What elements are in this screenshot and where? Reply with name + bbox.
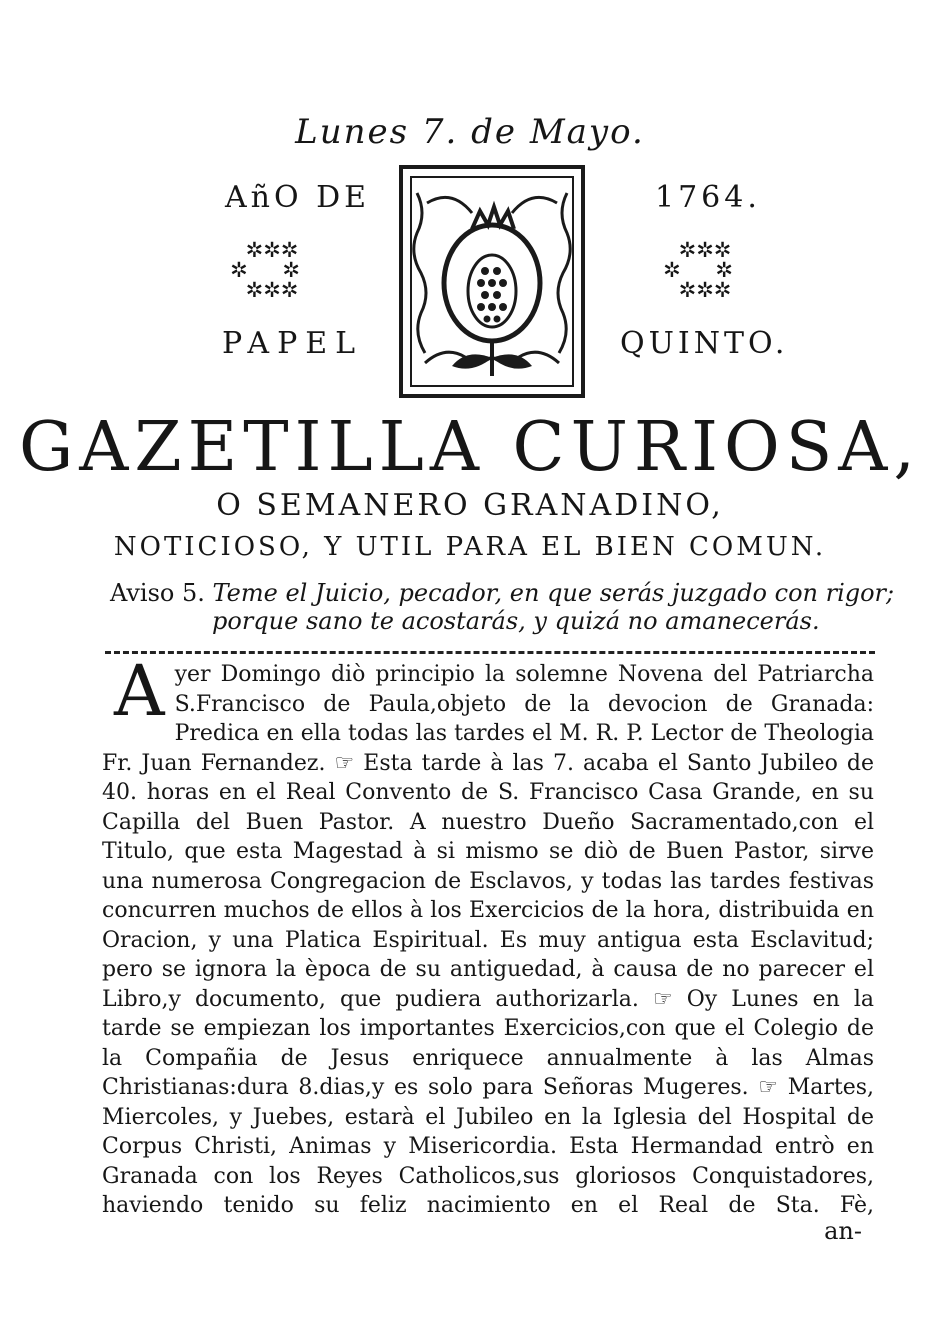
star-ornament-left [222, 240, 322, 300]
year-label: AñO DE [225, 180, 371, 215]
pomegranate-emblem-icon [397, 163, 587, 400]
star-row: ✲ ✲ [663, 258, 747, 282]
paper-label: PAPEL [222, 326, 364, 361]
star-row: ✲✲✲ [678, 238, 732, 262]
catchword: an- [824, 1217, 862, 1245]
star-row: ✲✲✲ [245, 278, 299, 302]
year-value: 1764. [655, 180, 761, 215]
section-divider [105, 651, 875, 654]
aviso-line-1 [110, 578, 894, 608]
star-row: ✲✲✲ [678, 278, 732, 302]
star-row: ✲✲✲ [245, 238, 299, 262]
masthead-title: GAZETILLA CURIOSA, [18, 408, 922, 487]
aviso-text-1: Teme el Juicio, pecador, en que serás juzgado con rigor; [212, 579, 895, 607]
article-body [102, 650, 874, 1221]
aviso-lead: Aviso 5. [110, 579, 205, 607]
aviso-line-2: porque sano te acostarás, y quizá no amanecerás. [212, 607, 820, 635]
article-paragraph: yer Domingo diò principio la solemne Novena del Patriarcha S.Francisco de Paula,objeto de la devocion de Granada: Predica en ella todas las tardes el M. R. P. Lector de Theologia Fr. Juan Fernandez. ☞ Esta tarde à las 7. acaba el Santo Jubileo de 40. horas en el Real Convento de S. Francisco Casa Grande, en su Capilla del Buen Pastor. A nuestro Dueño Sacramentado,con el Titulo, que esta Magestad à si mismo se diò de Buen Pastor, sirve una numerosa Congregacion de Esclavos, y todas las tardes festivas concurren muchos de ellos à los Exercicios de la hora, distribuida en Oracion, y una Platica Espiritual. Es muy antigua esta Esclavitud; pero se ignora la època de su antiguedad, à causa de no parecer el Libro,y documento, que pudiera authorizarla. ☞ Oy Lunes en la tarde se empiezan los importantes Exercicios,con que el Colegio de la Compañia de Jesus enriquece annualmente à las Almas Christianas:dura 8.dias,y es solo para Señoras Mugeres. ☞ Martes, Miercoles, y Juebes, estarà el Jubileo en la Iglesia del Hospital de Corpus Christi, Animas y Misericordia. Esta Hermandad entrò en Granada con los Reyes Catholicos,sus gloriosos Conquistadores, haviendo tenido su feliz nacimiento en el Real de Sta. Fè, [102, 662, 874, 1218]
drop-cap: A [114, 650, 165, 732]
star-ornament-right [655, 240, 755, 300]
masthead-subtitle: O SEMANERO GRANADINO, [216, 488, 724, 523]
masthead-tagline: NOTICIOSO, Y UTIL PARA EL BIEN COMUN. [113, 532, 827, 562]
paper-number: QUINTO. [620, 326, 789, 361]
issue-date: Lunes 7. de Mayo. [295, 112, 645, 152]
star-row: ✲ ✲ [230, 258, 314, 282]
